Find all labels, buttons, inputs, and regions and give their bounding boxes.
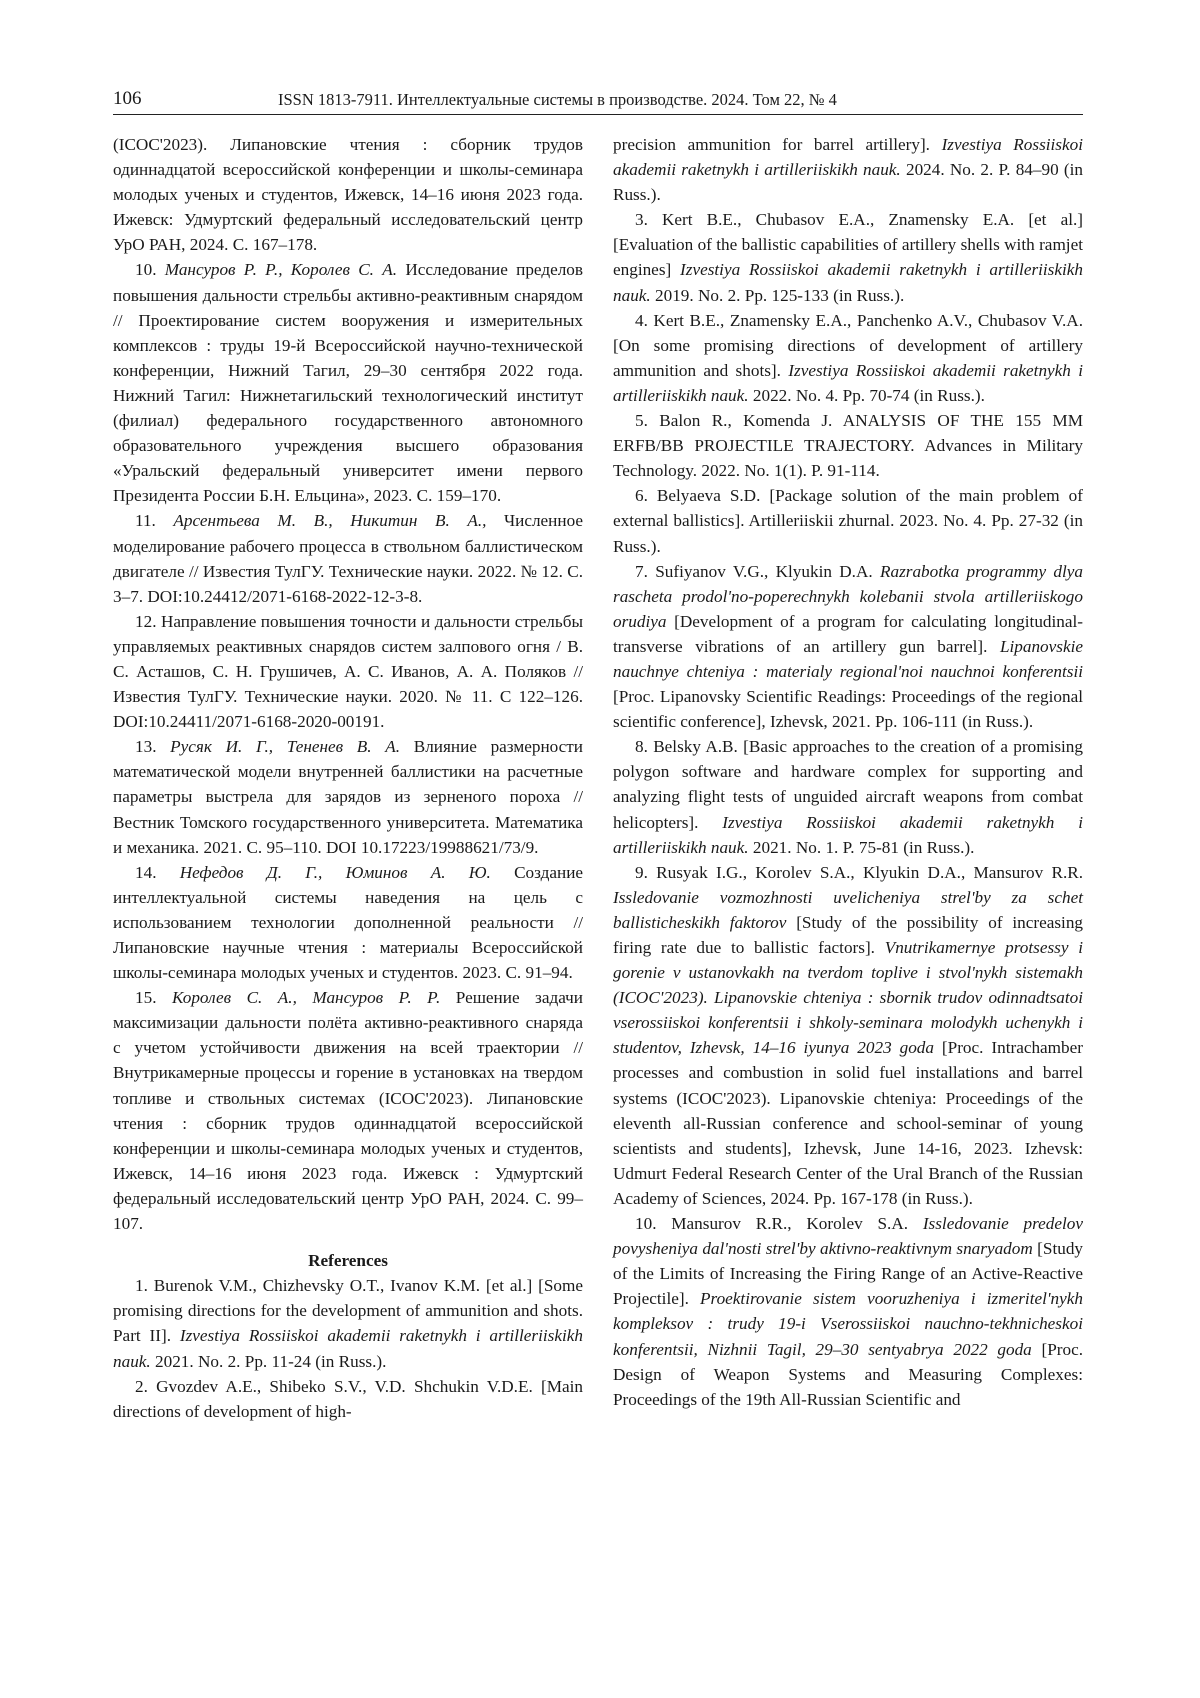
ref-15: 15. Королев С. А., Мансуров Р. Р. Решение задачи максимизации дальности полёта активно-реактивного снаряда с учетом устойчивости движения на всей траектории // Внутрикамерные процессы и горение в установках на твердом топливе и ствольных системах (ICOC'2023). Липановские чтения : сборник трудов одиннадцатой всероссийской конференции и школы-семинара молодых ученых и студентов, Ижевск, 14–16 июня 2023 года. Ижевск : Удмуртский федеральный исследовательский центр УрО РАН, 2024. С. 99–107. (113, 988, 584, 1234)
ref-14-authors: Нефедов Д. Г., Юминов А. Ю. (179, 862, 491, 882)
eng-ref-3: 3. Kert B.E., Chubasov E.A., Znamensky E.A. [et al.] [Evaluation of the ballistic capabilities of artillery shells with ramjet engines] Izvestiya Rossiiskoi akademii raketnykh i artilleriiskikh nauk. 2019. No. 2. Pp. 125-133 (in Russ.). (613, 210, 1083, 305)
ref-11-authors: Арсентьева М. В., Никитин В. А., (173, 511, 487, 531)
eng-ref-2-continuation: precision ammunition for barrel artillery]. Izvestiya Rossiiskoi akademii raketnykh i artilleriiskikh nauk. 2024. No. 2. P. 84–90 (in Russ.). (613, 135, 1083, 205)
ref-10: 10. Мансуров Р. Р., Королев С. А. Исследование пределов повышения дальности стрельбы активно-реактивным снарядом // Проектирование систем вооружения и измерительных комплексов : труды 19-й Всероссийской научно-технической конференции, Нижний Тагил, 29–30 сентября 2022 года. Нижний Тагил: Нижнетагильский технологический институт (филиал) федерального государственного автономного образовательного учреждения высшего образования «Уральский федеральный университет имени первого Президента России Б.Н. Ельцина», 2023. С. 159–170. (113, 260, 583, 506)
eng-ref-7: 7. Sufiyanov V.G., Klyukin D.A. Razrabotka programmy dlya rascheta prodol'no-poperechnykh kolebanii stvola artilleriiskogo orudiya [Development of a program for calculating longitudinal-transverse vibrations of an artillery gun barrel]. Lipanovskie nauchnye chteniya : materialy regional'noi nauchnoi konferentsii [Proc. Lipanovsky Scientific Readings: Proceedings of the regional scientific conference], Izhevsk, 2021. Pp. 106-111 (in Russ.). (613, 561, 1083, 732)
eng-ref-6: 6. Belyaeva S.D. [Package solution of the main problem of external ballistics]. Artilleriiskii zhurnal. 2023. No. 4. Pp. 27-32 (in Russ.). (613, 486, 1083, 556)
page-number: 106 (113, 88, 142, 109)
eng-ref-9: 9. Rusyak I.G., Korolev S.A., Klyukin D.A., Mansurov R.R. Issledovanie vozmozhnosti uvelicheniya strel'by za schet ballisticheskikh faktorov [Study of the possibility of increasing firing rate due to ballistic factors]. Vnutrikamernye protsessy i gorenie v ustanovkakh na tverdom toplive i stvol'nykh sistemakh (ICOC'2023). Lipanovskie chteniya : sbornik trudov odinnadtsatoi vserossiiskoi konferentsii i shkoly-seminara molodykh uchenykh i studentov, Izhevsk, 14–16 iyunya 2023 goda [Proc. Intrachamber processes and combustion in solid fuel installations and barrel systems (ICOC'2023). Lipanovskie chteniya: Proceedings of the eleventh all-Russian conference and school-seminar of young scientists and students], Izhevsk, June 14-16, 2023. Izhevsk: Udmurt Federal Research Center of the Ural Branch of the Russian Academy of Sciences, 2024. Pp. 167-178 (in Russ.). (613, 862, 1084, 1208)
page-header (113, 88, 1083, 115)
ref-9-continuation: (ICOC'2023). Липановские чтения : сборник трудов одиннадцатой всероссийской конференции и школы-семинара молодых ученых и студентов, Ижевск, 14–16 июня 2023 года. Ижевск: Удмуртский федеральный исследовательский центр УрО РАН, 2024. С. 167–178. (113, 135, 583, 255)
eng-ref-2: 2. Gvozdev A.E., Shibeko S.V., V.D. Shchukin V.D.E. [Main directions of development of high- (113, 1376, 583, 1421)
eng-ref-4: 4. Kert B.E., Znamensky E.A., Panchenko A.V., Chubasov V.A. [On some promising directions of development of artillery ammunition and shots]. Izvestiya Rossiiskoi akademii raketnykh i artilleriiskikh nauk. 2022. No. 4. Pp. 70-74 (in Russ.). (613, 310, 1084, 405)
ref-13-authors: Русяк И. Г., Тененев В. А. (170, 737, 401, 757)
ref-15-authors: Королев С. А., Мансуров Р. Р. (171, 988, 441, 1008)
eng-ref-1: 1. Burenok V.M., Chizhevsky O.T., Ivanov K.M. [et al.] [Some promising directions for the development of ammunition and shots. Part II]. Izvestiya Rossiiskoi akademii raketnykh i artilleriiskikh nauk. 2021. No. 2. Pp. 11-24 (in Russ.). (113, 1276, 583, 1371)
ref-12: 12. Направление повышения точности и дальности стрельбы управляемых реактивных снарядов систем залпового огня / В. С. Асташов, С. Н. Грушичев, А. С. Иванов, А. А. Поляков // Известия ТулГУ. Технические науки. 2020. № 11. С 122–126. DOI:10.24411/2071-6168-2020-00191. (113, 611, 583, 732)
eng-ref-10: 10. Mansurov R.R., Korolev S.A. Issledovanie predelov povysheniya dal'nosti strel'by aktivno-reaktivnym snaryadom [Study of the Limits of Increasing the Firing Range of an Active-Reactive Projectile]. Proektirovanie sistem vooruzheniya i izmeritel'nykh kompleksov : trudy 19-i Vserossiiskoi nauchno-tekhnicheskoi konferentsii, Nizhnii Tagil, 29–30 sentyabrya 2022 goda [Proc. Design of Weapon Systems and Measuring Complexes: Proceedings of the 19th All-Russian Scientific and (613, 1214, 1084, 1409)
right-column (613, 132, 1083, 1412)
ref-10-authors: Мансуров Р. Р., Королев С. А. (164, 260, 398, 280)
eng-ref-8: 8. Belsky A.B. [Basic approaches to the creation of a promising polygon software and hardware complex for supporting and analyzing flight tests of unguided aircraft weapons from combat helicopters]. Izvestiya Rossiiskoi akademii raketnykh i artilleriiskikh nauk. 2021. No. 1. P. 75-81 (in Russ.). (613, 737, 1084, 857)
references-heading: References (308, 1251, 388, 1271)
ref-14: 14. Нефедов Д. Г., Юминов А. Ю. Создание интеллектуальной системы наведения на цель с использованием технологии дополненной реальности // Липановские научные чтения : материалы Всероссийской школы-семинара молодых ученых и студентов. 2023. С. 91–94. (113, 862, 584, 983)
ref-13: 13. Русяк И. Г., Тененев В. А. Влияние размерности математической модели внутренней баллистики на расчетные параметры выстрела для зарядов из зерненого пороха // Вестник Томского государственного университета. Математика и механика. 2021. С. 95–110. DOI 10.17223/19988621/73/9. (113, 737, 584, 857)
eng-ref-5: 5. Balon R., Komenda J. ANALYSIS OF THE 155 MM ERFB/BB PROJECTILE TRAJECTORY. Advances in Military Technology. 2022. No. 1(1). P. 91-114. (613, 411, 1083, 481)
left-column (113, 132, 583, 1424)
ref-11: 11. Арсентьева М. В., Никитин В. А., Численное моделирование рабочего процесса в ствольном баллистическом двигателе // Известия ТулГУ. Технические науки. 2022. № 12. С. 3–7. DOI:10.24412/2071-6168-2022-12-3-8. (113, 511, 584, 606)
journal-title: ISSN 1813-7911. Интеллектуальные системы в производстве. 2024. Том 22, № 4 (278, 90, 837, 109)
